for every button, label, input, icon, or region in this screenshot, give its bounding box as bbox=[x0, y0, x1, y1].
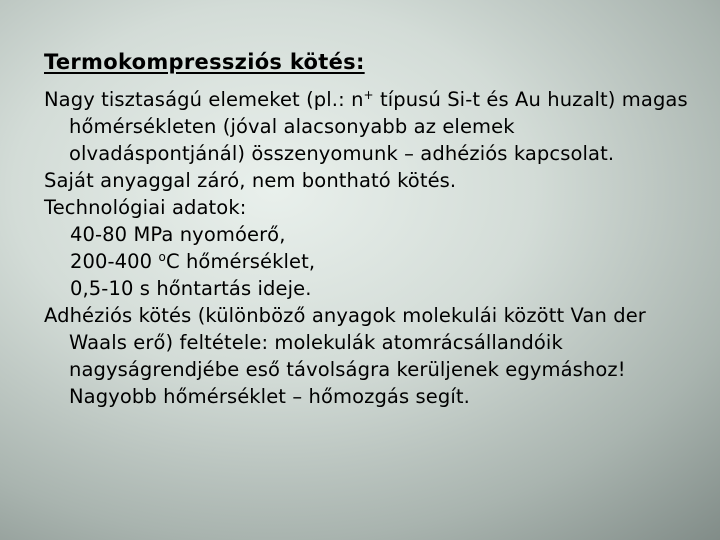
temperature-label: C hőmérséklet, bbox=[165, 250, 316, 273]
principle-text-start: Nagy tisztaságú elemeket (pl.: n bbox=[44, 88, 364, 111]
degree-symbol: o bbox=[158, 250, 166, 264]
tech-data-temperature bbox=[44, 248, 694, 275]
tech-data-hold-time: 0,5-10 s hőntartás ideje. bbox=[70, 277, 312, 300]
slide-title: Termokompressziós kötés: bbox=[44, 50, 365, 74]
tech-data-pressure: 40-80 MPa nyomóerő, bbox=[70, 223, 286, 246]
paragraph-adhesion: Adhéziós kötés (különböző anyagok molekulái között Van der Waals erő) feltétele: molekulák atomrácsállandóik nagyságrendjébe eső távolságra kerüljenek egymáshoz! Nagyobb hőmérséklet – hőmozgás segít. bbox=[44, 304, 646, 408]
paragraph-joint-type: Saját anyaggal záró, nem bontható kötés. bbox=[44, 169, 457, 192]
paragraph-tech-data-heading: Technológiai adatok: bbox=[44, 196, 247, 219]
temperature-value: 200-400 bbox=[70, 250, 159, 273]
paragraph-principle bbox=[44, 86, 694, 167]
superscript-plus: + bbox=[363, 88, 374, 102]
slide-content bbox=[44, 50, 694, 410]
principle-text-end: típusú Si-t és Au huzalt) magas hőmérsékleten (jóval alacsonyabb az elemek olvadáspontjánál) összenyomunk – adhéziós kapcsolat. bbox=[69, 88, 688, 165]
slide-body bbox=[44, 86, 694, 410]
